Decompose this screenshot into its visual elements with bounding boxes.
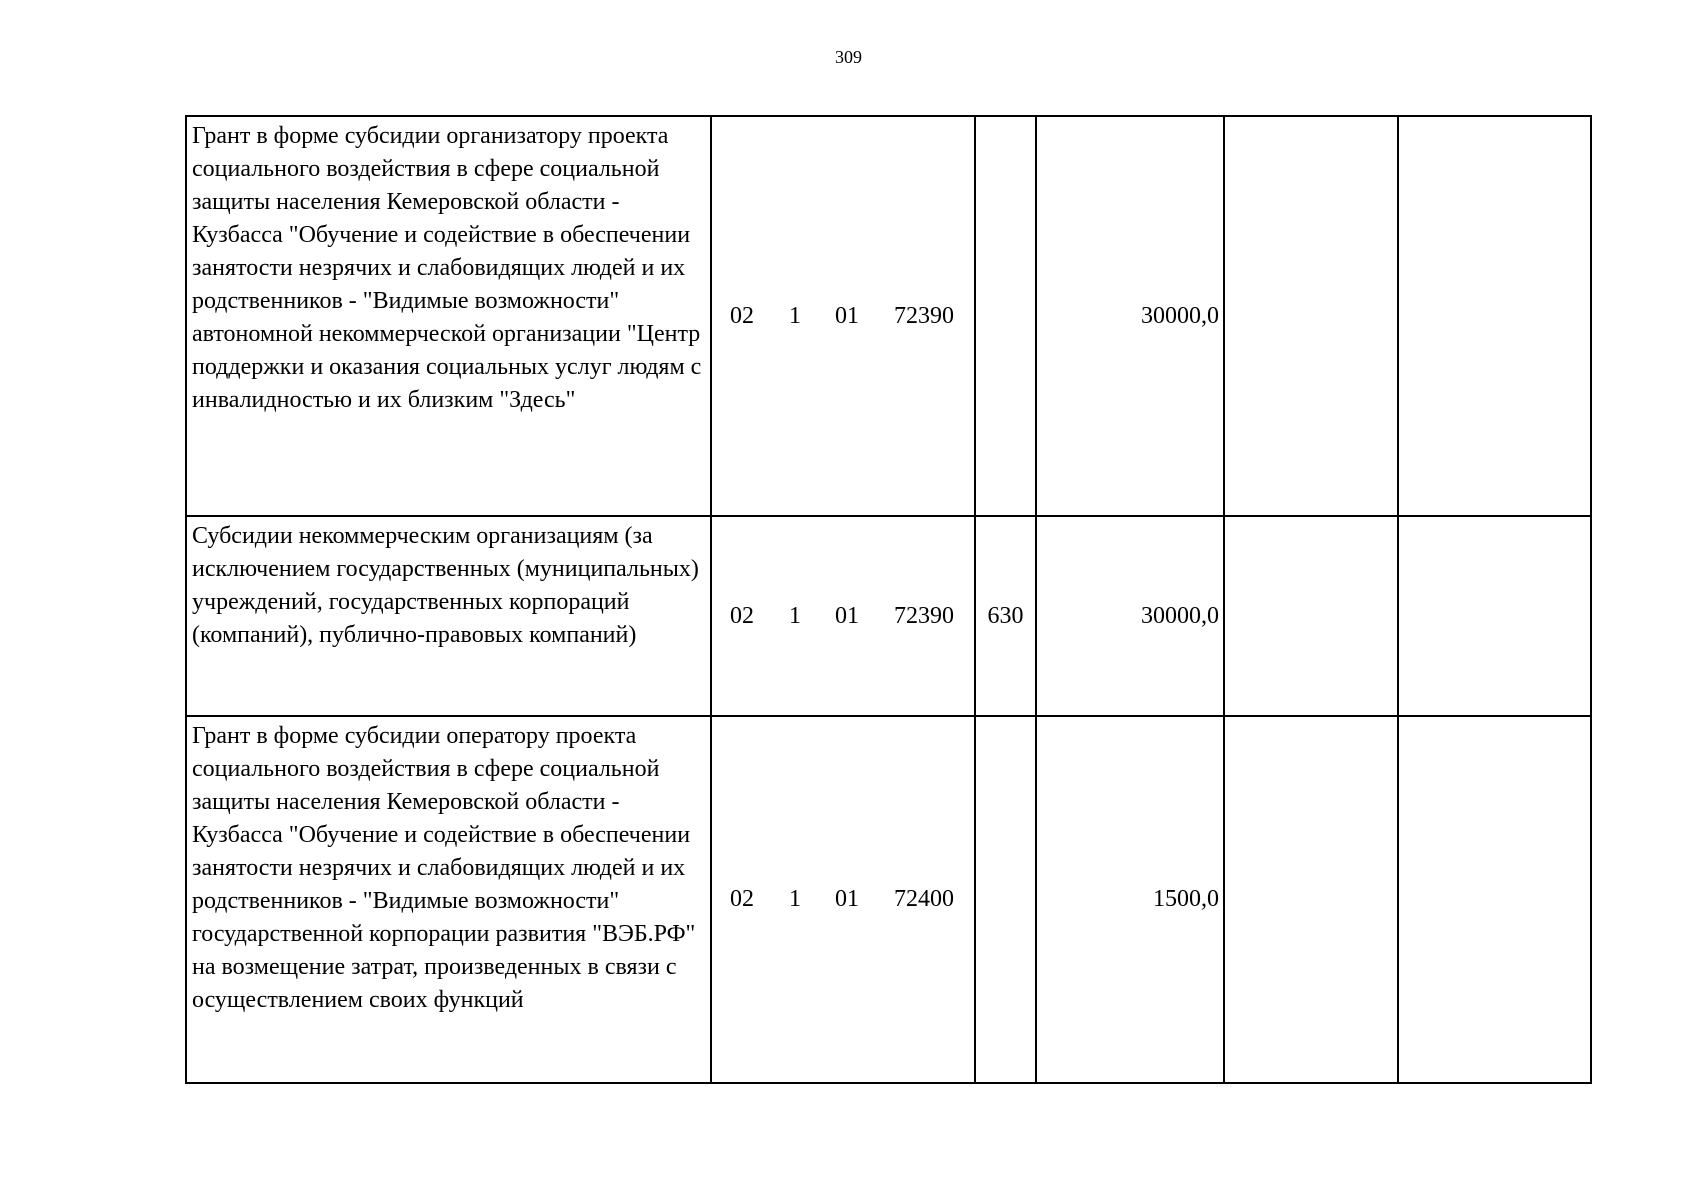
- amount-year-1: 30000,0: [1036, 116, 1224, 516]
- table-row: [186, 516, 1591, 716]
- amount-year-2: [1224, 716, 1398, 1083]
- table-row: [186, 116, 1591, 516]
- direction-code: 72390: [894, 302, 954, 329]
- amount-year-2: [1224, 516, 1398, 716]
- direction-code: 72390: [894, 602, 954, 629]
- expense-type-code: [975, 716, 1036, 1083]
- main-event-code: 01: [835, 886, 859, 912]
- amount-year-3: [1398, 116, 1591, 516]
- amount-year-1: 1500,0: [1036, 716, 1224, 1083]
- main-event-code: 01: [835, 602, 859, 629]
- row-description: Грант в форме субсидии оператору проекта социального воздействия в сфере социальной защиты населения Кемеровской области - Кузбасса "Обучение и содействие в обеспечении занятости незрячих и слабовидящих людей и их родственников - "Видимые возможности" государственной корпорации развития "ВЭБ.РФ" на возмещение затрат, произведенных в связи с осуществлением своих функций: [186, 716, 711, 1083]
- row-description: Грант в форме субсидии организатору проекта социального воздействия в сфере социальной защиты населения Кемеровской области - Кузбасса "Обучение и содействие в обеспечении занятости незрячих и слабовидящих людей и их родственников - "Видимые возможности" автономной некоммерческой организации "Центр поддержки и оказания социальных услуг людям с инвалидностью и их близким "Здесь": [186, 116, 711, 516]
- budget-table: [185, 115, 1592, 1084]
- expense-type-code: [975, 116, 1036, 516]
- table-row: [186, 716, 1591, 1083]
- direction-code: 72400: [894, 886, 954, 912]
- program-code: 02: [730, 302, 754, 329]
- subprogram-code: 1: [789, 302, 801, 329]
- program-code: 02: [730, 602, 754, 629]
- page-number: 309: [835, 47, 862, 67]
- amount-year-3: [1398, 516, 1591, 716]
- subprogram-code: 1: [789, 886, 801, 912]
- program-code: 02: [730, 886, 754, 912]
- budget-code: [711, 116, 975, 516]
- amount-year-3: [1398, 716, 1591, 1083]
- amount-year-1: 30000,0: [1036, 516, 1224, 716]
- subprogram-code: 1: [789, 602, 801, 629]
- budget-code: [711, 516, 975, 716]
- main-event-code: 01: [835, 302, 859, 329]
- budget-code: [711, 716, 975, 1083]
- amount-year-2: [1224, 116, 1398, 516]
- expense-type-code: 630: [975, 516, 1036, 716]
- row-description: Субсидии некоммерческим организациям (за исключением государственных (муниципальных) учреждений, государственных корпораций (компаний), публично-правовых компаний): [186, 516, 711, 716]
